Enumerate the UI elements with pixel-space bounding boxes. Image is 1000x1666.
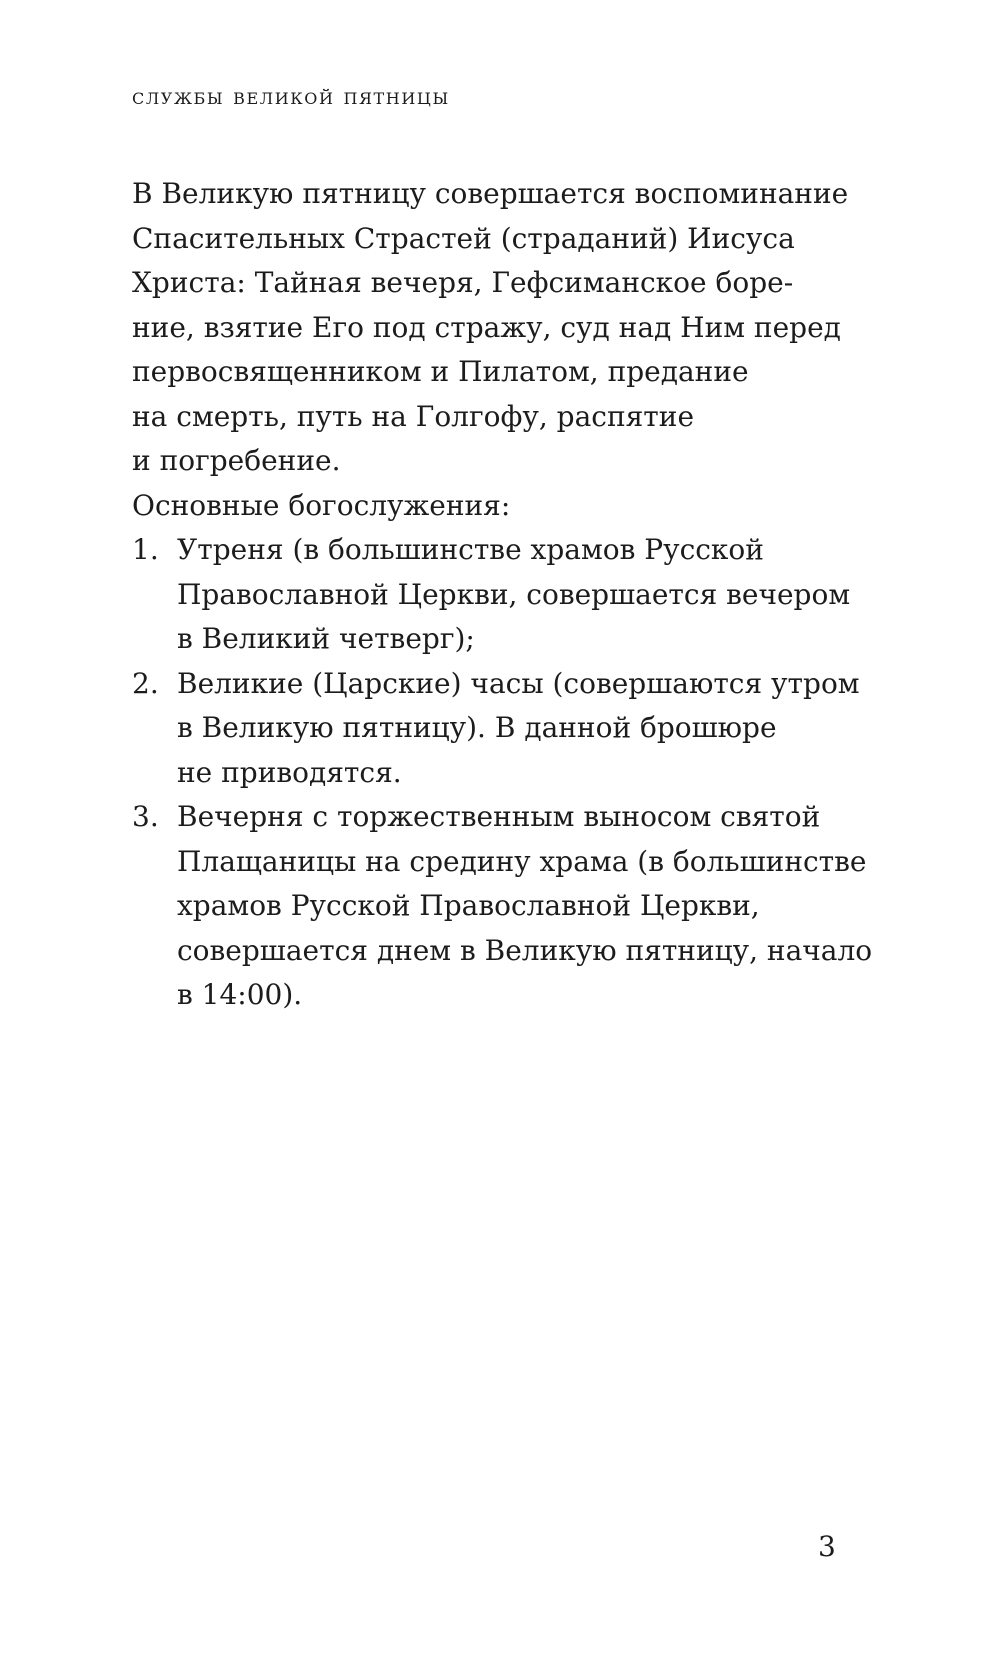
item-number: 2. (132, 666, 159, 700)
service-item-matins (132, 528, 852, 662)
lead-line: Спасительных Страстей (страданий) Иисуса (132, 221, 795, 255)
services-list (132, 528, 873, 1018)
body-text (132, 172, 873, 1018)
item-line: совершается днем в Великую пятницу, начало (177, 933, 873, 967)
item-line: в Великую пятницу). В данной брошюре (177, 711, 777, 744)
item-line: Православной Церкви, совершается вечером (177, 577, 851, 611)
running-title: службы великой пятницы (132, 84, 450, 110)
lead-line: В Великую пятницу совершается воспоминание (132, 177, 849, 210)
item-line: в Великий четверг); (177, 622, 475, 655)
item-number: 1. (132, 533, 159, 566)
item-line: Вечерня с торжественным выносом святой (177, 800, 821, 833)
lead-line: ние, взятие Его под стражу, суд над Ним перед (132, 310, 841, 344)
lead-paragraph (132, 172, 852, 484)
item-number: 3. (132, 800, 159, 833)
service-item-royal-hours (132, 662, 860, 796)
item-line: храмов Русской Православной Церкви, (177, 889, 760, 922)
service-item-vespers (132, 795, 873, 1018)
item-line: в 14:00). (177, 978, 303, 1011)
page-number: 3 (818, 1530, 836, 1563)
services-intro: Основные богослужения: (132, 488, 511, 522)
lead-line: Христа: Тайная вечеря, Гефсиманское боре- (132, 266, 794, 299)
lead-line: первосвященником и Пилатом, предание (132, 355, 749, 388)
item-line: Великие (Царские) часы (совершаются утром (177, 666, 860, 700)
item-line: Плащаницы на средину храма (в большинстве (177, 844, 867, 878)
item-line: не приводятся. (177, 755, 402, 789)
lead-line: на смерть, путь на Голгофу, распятие (132, 399, 695, 433)
item-line: Утреня (в большинстве храмов Русской (177, 533, 764, 566)
lead-line: и погребение. (132, 444, 341, 477)
